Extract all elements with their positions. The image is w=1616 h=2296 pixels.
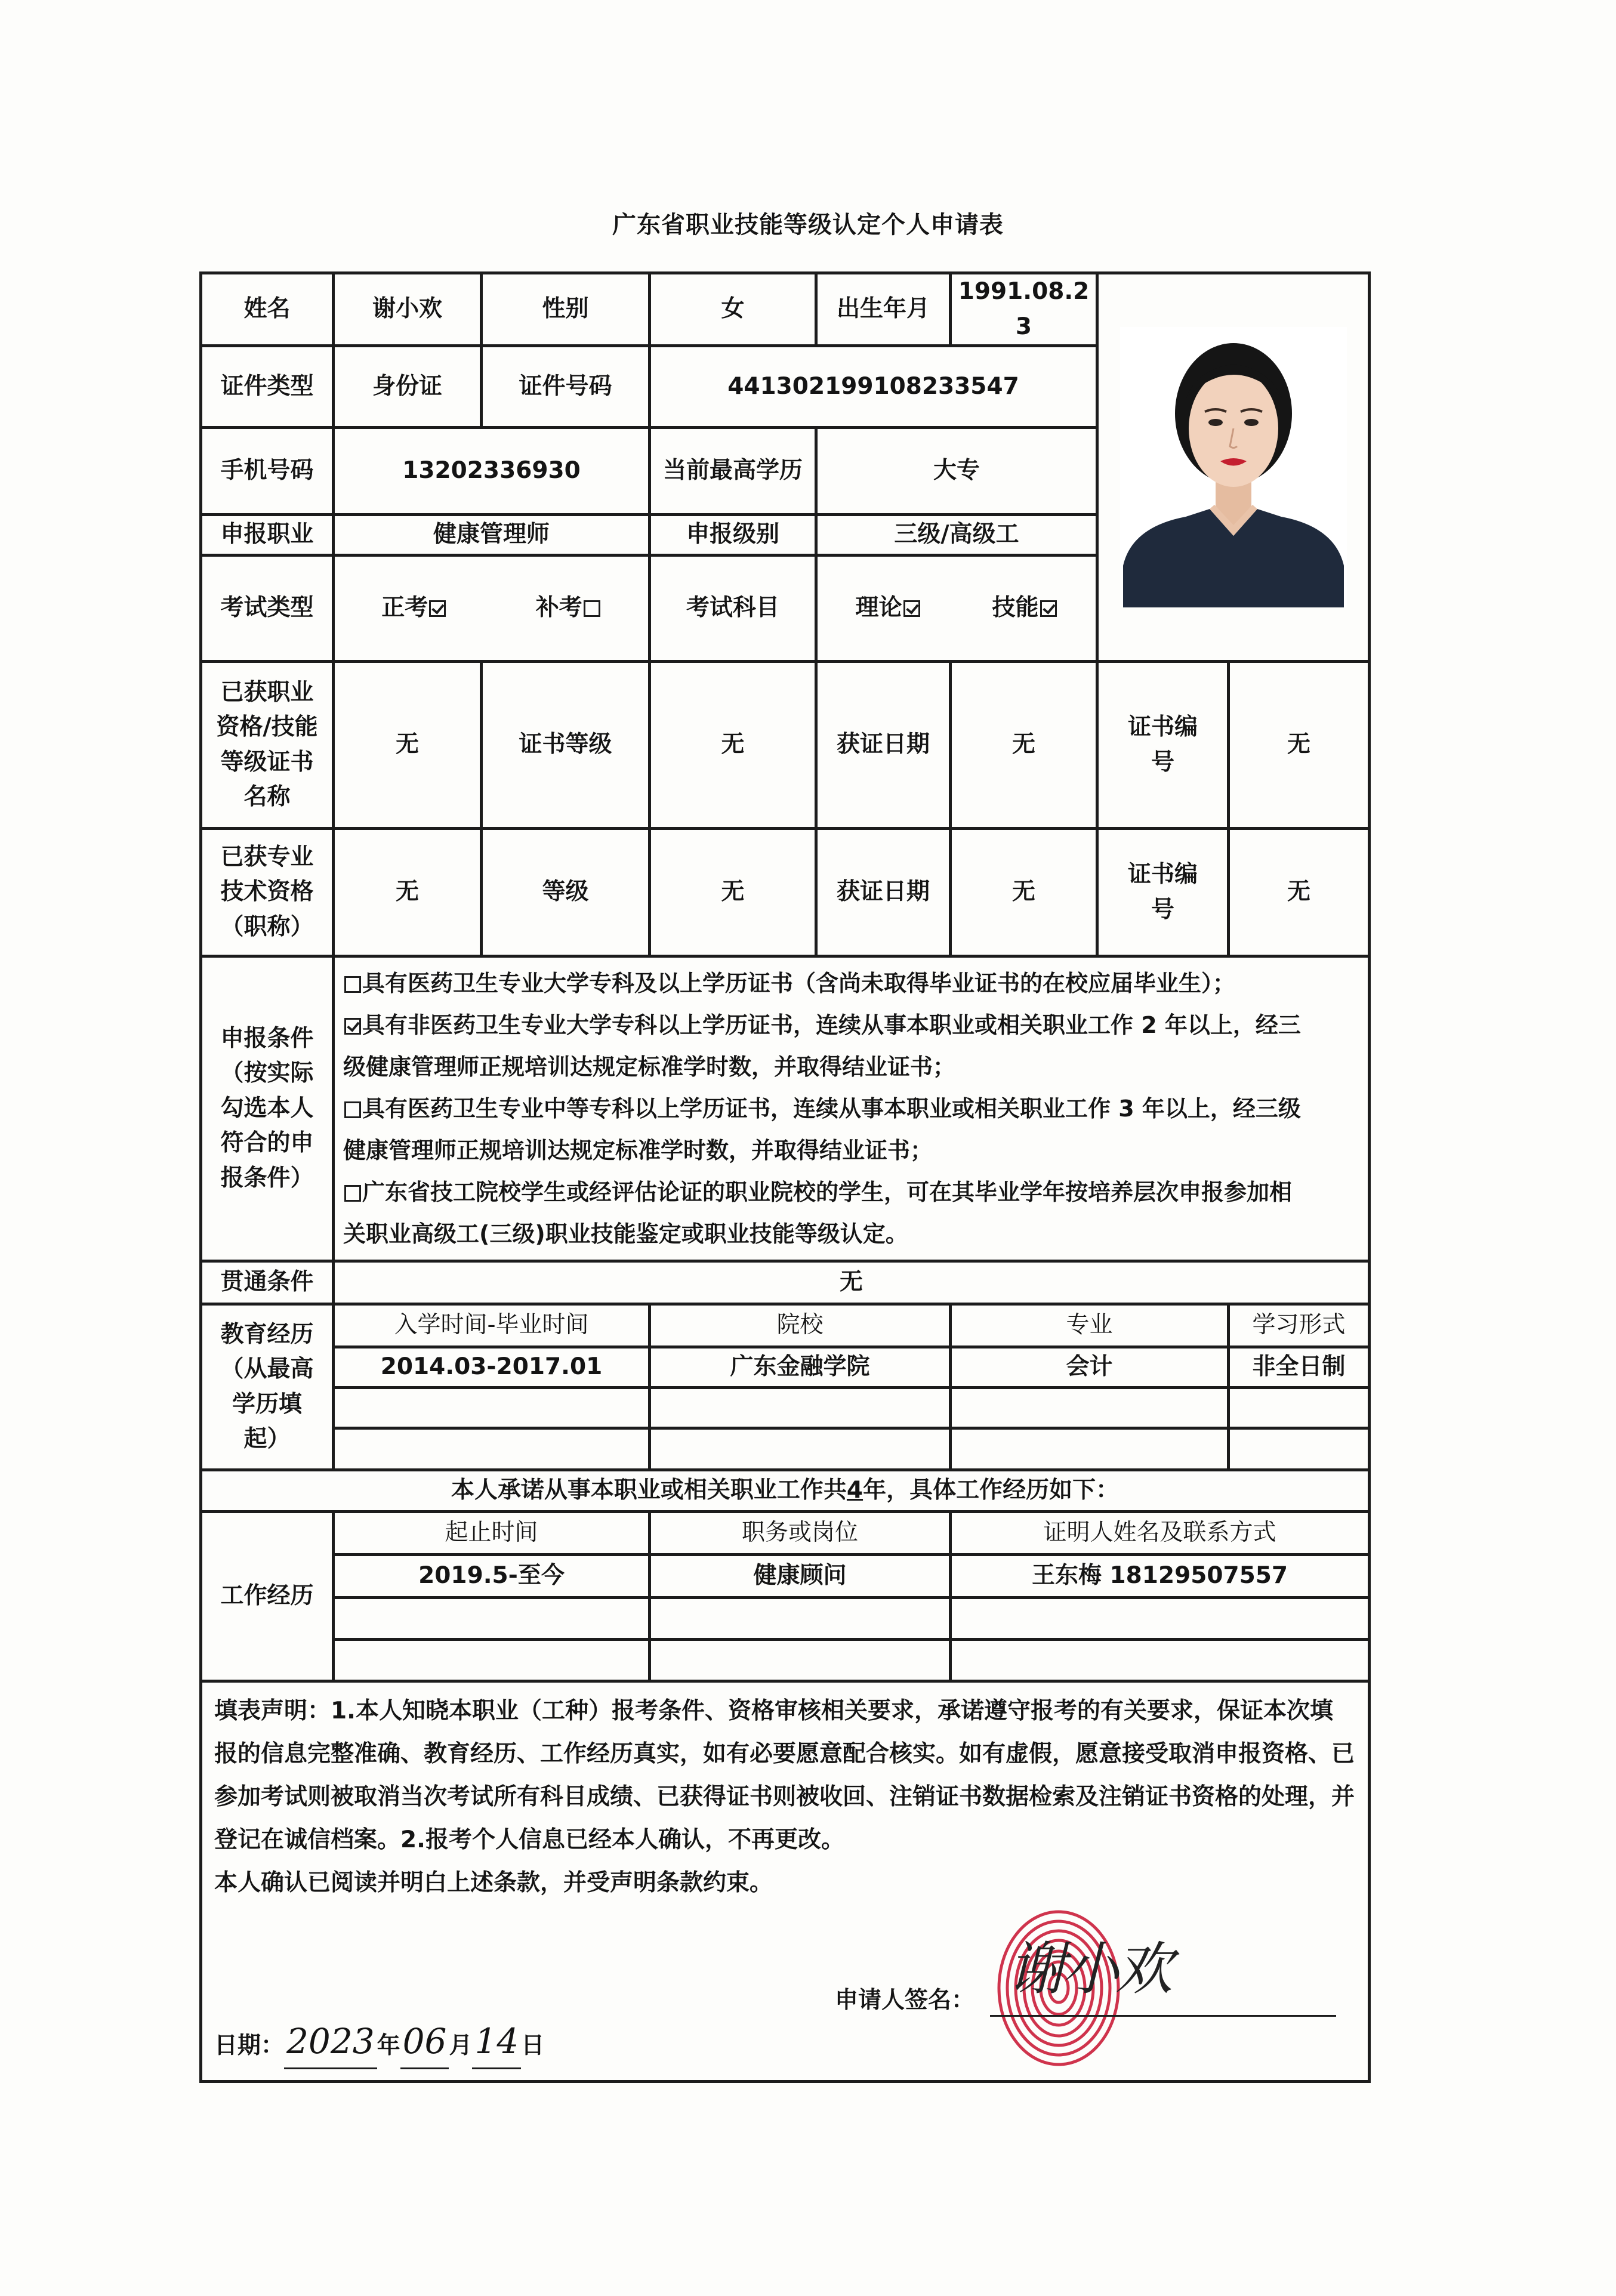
edu-row1-mode: 非全日制 [1229, 1347, 1370, 1388]
table-row [201, 1428, 1370, 1470]
work-row3-position [650, 1640, 951, 1681]
exam-regular-checkbox[interactable] [429, 600, 446, 617]
condition-3-text-line1: 具有医药卫生专业中等专科以上学历证书，连续从事本职业或相关职业工作 3 年以上，经三级 [362, 1095, 1301, 1122]
value-education: 大专 [816, 428, 1097, 515]
edu-row3-period [334, 1428, 650, 1470]
label-exam-subject: 考试科目 [650, 556, 816, 662]
value-gender: 女 [650, 273, 816, 346]
table-row [201, 1598, 1370, 1640]
date-field [214, 2016, 544, 2069]
value-occupation: 健康管理师 [334, 515, 650, 556]
value-birth: 1991.08.23 [951, 273, 1097, 346]
condition-item[interactable] [343, 1004, 1359, 1046]
conditions-list [334, 956, 1370, 1261]
condition-4-text-line1: 广东省技工院校学生或经评估论证的职业院校的学生，可在其毕业学年按培养层次申报参加相 [362, 1179, 1293, 1205]
label-cert-number: 证书编号 [1097, 662, 1229, 829]
value-level: 三级/高级工 [816, 515, 1097, 556]
edu-row2-mode [1229, 1388, 1370, 1428]
work-commitment-years: 4 [846, 1477, 863, 1504]
condition-2-checkbox[interactable] [344, 1018, 361, 1035]
work-row2-position [650, 1598, 951, 1640]
signature-label: 申请人签名： [835, 1986, 975, 2014]
work-row2-period [334, 1598, 650, 1640]
application-form-table [199, 271, 1371, 2083]
work-row3-reference [951, 1640, 1370, 1681]
value-tech-cert-name: 无 [334, 829, 482, 956]
edu-row2-period [334, 1388, 650, 1428]
value-vocational-cert-name: 无 [334, 662, 482, 829]
condition-2-text-line1: 具有非医药卫生专业大学专科以上学历证书，连续从事本职业或相关职业工作 2 年以上，经三 [362, 1012, 1301, 1038]
exam-makeup-checkbox[interactable] [584, 600, 600, 617]
applicant-signature[interactable]: 谢小欢 [1008, 1936, 1169, 2002]
condition-item[interactable] [343, 1171, 1359, 1213]
declaration-cell [201, 1681, 1370, 2082]
label-education: 当前最高学历 [650, 428, 816, 515]
value-name: 谢小欢 [334, 273, 482, 346]
value-id-type: 身份证 [334, 346, 482, 428]
table-row [201, 1640, 1370, 1681]
exam-theory-option[interactable] [855, 591, 921, 626]
condition-item[interactable] [343, 1088, 1359, 1130]
work-row3-period [334, 1640, 650, 1681]
exam-skill-option[interactable] [992, 591, 1057, 626]
exam-regular-option[interactable] [381, 591, 447, 626]
condition-1-checkbox[interactable] [344, 976, 361, 993]
value-id-number: 441302199108233547 [650, 346, 1097, 428]
label-name: 姓名 [201, 273, 334, 346]
edu-header-period: 入学时间-毕业时间 [334, 1304, 650, 1347]
date-year[interactable]: 2023 [284, 2016, 377, 2069]
date-day[interactable]: 14 [472, 2016, 521, 2069]
label-gender: 性别 [482, 273, 650, 346]
label-conditions: 申报条件（按实际勾选本人符合的申报条件） [201, 956, 334, 1261]
condition-3-text-line2: 健康管理师正规培训达规定标准学时数，并取得结业证书； [343, 1137, 933, 1164]
table-row [201, 1347, 1370, 1388]
exam-regular-label: 正考 [381, 594, 428, 622]
work-commitment-after: 年，具体工作经历如下： [863, 1477, 1120, 1504]
exam-makeup-option[interactable] [536, 591, 602, 626]
value-vocational-cert-date: 无 [951, 662, 1097, 829]
date-year-suffix: 年 [377, 2032, 400, 2059]
form-title: 广东省职业技能等级认定个人申请表 [612, 211, 1004, 239]
date-label: 日期： [214, 2032, 285, 2059]
condition-4-text-line2: 关职业高级工(三级)职业技能鉴定或职业技能等级认定。 [343, 1221, 908, 1247]
edu-row2-major [951, 1388, 1229, 1428]
exam-makeup-label: 补考 [535, 594, 582, 622]
date-month-suffix: 月 [449, 2032, 473, 2059]
work-row2-reference [951, 1598, 1370, 1640]
label-exam-type: 考试类型 [201, 556, 334, 662]
edu-row2-school [650, 1388, 951, 1428]
value-vocational-cert-number: 无 [1229, 662, 1370, 829]
label-pass-through: 贯通条件 [201, 1261, 334, 1304]
photo-cell [1097, 273, 1370, 662]
label-tech-cert-date: 获证日期 [816, 829, 951, 956]
label-vocational-cert: 已获职业资格/技能等级证书名称 [201, 662, 334, 829]
value-tech-cert-grade: 无 [650, 829, 816, 956]
label-tech-cert: 已获专业技术资格（职称） [201, 829, 334, 956]
label-cert-grade: 证书等级 [482, 662, 650, 829]
table-row [201, 1555, 1370, 1598]
label-birth: 出生年月 [816, 273, 951, 346]
label-work-history: 工作经历 [201, 1512, 334, 1681]
signature-area [214, 1905, 1356, 2072]
condition-1-text: 具有医药卫生专业大学专科及以上学历证书（含尚未取得毕业证书的在校应届毕业生）； [362, 970, 1236, 996]
declaration-confirm: 本人确认已阅读并明白上述条款，并受声明条款约束。 [214, 1869, 773, 1896]
work-header-reference: 证明人姓名及联系方式 [951, 1512, 1370, 1555]
signature-line [990, 2015, 1336, 2017]
date-day-suffix: 日 [521, 2032, 545, 2059]
exam-theory-checkbox[interactable] [903, 600, 920, 617]
value-tech-cert-number: 无 [1229, 829, 1370, 956]
applicant-photo [1120, 327, 1347, 607]
edu-row1-school: 广东金融学院 [650, 1347, 951, 1388]
edu-header-mode: 学习形式 [1229, 1304, 1370, 1347]
exam-subject-options [816, 556, 1097, 662]
label-phone: 手机号码 [201, 428, 334, 515]
label-tech-grade: 等级 [482, 829, 650, 956]
declaration-text: 填表声明：1.本人知晓本职业（工种）报考条件、资格审核相关要求，承诺遵守报考的有关要求，保证本次填报的信息完整准确、教育经历、工作经历真实，如有必要愿意配合核实。如有虚假，愿意接受取消申报资格、已参加考试则被取消当次考试所有科目成绩、已获得证书则被收回、注销证书数据检索及注销证书资格的处理，并登记在诚信档案。2.报考个人信息已经本人确认，不再更改。 [214, 1698, 1355, 1853]
exam-theory-label: 理论 [855, 594, 902, 622]
work-row1-period: 2019.5-至今 [334, 1555, 650, 1598]
exam-skill-checkbox[interactable] [1040, 600, 1057, 617]
condition-item[interactable] [343, 962, 1359, 1004]
edu-header-school: 院校 [650, 1304, 951, 1347]
exam-skill-label: 技能 [992, 594, 1039, 622]
edu-row3-mode [1229, 1428, 1370, 1470]
condition-3-checkbox[interactable] [344, 1101, 361, 1118]
label-id-type: 证件类型 [201, 346, 334, 428]
work-header-period: 起止时间 [334, 1512, 650, 1555]
work-header-position: 职务或岗位 [650, 1512, 951, 1555]
work-commitment [201, 1470, 1370, 1512]
work-row1-reference: 王东梅 18129507557 [951, 1555, 1370, 1598]
value-vocational-cert-grade: 无 [650, 662, 816, 829]
edu-row1-period: 2014.03-2017.01 [334, 1347, 650, 1388]
exam-type-options [334, 556, 650, 662]
edu-row1-major: 会计 [951, 1347, 1229, 1388]
label-occupation: 申报职业 [201, 515, 334, 556]
work-row1-position: 健康顾问 [650, 1555, 951, 1598]
value-tech-cert-date: 无 [951, 829, 1097, 956]
label-id-number: 证件号码 [482, 346, 650, 428]
edu-header-major: 专业 [951, 1304, 1229, 1347]
table-row [201, 1388, 1370, 1428]
edu-row3-major [951, 1428, 1229, 1470]
condition-2-text-line2: 级健康管理师正规培训达规定标准学时数，并取得结业证书； [343, 1054, 956, 1080]
date-month[interactable]: 06 [400, 2016, 449, 2069]
label-tech-cert-number: 证书编号 [1097, 829, 1229, 956]
label-level: 申报级别 [650, 515, 816, 556]
condition-4-checkbox[interactable] [344, 1185, 361, 1202]
label-education-history: 教育经历（从最高学历填起） [201, 1304, 334, 1470]
value-pass-through: 无 [334, 1261, 1370, 1304]
value-phone: 13202336930 [334, 428, 650, 515]
work-commitment-before: 本人承诺从事本职业或相关职业工作共 [451, 1477, 847, 1504]
label-cert-date: 获证日期 [816, 662, 951, 829]
edu-row3-school [650, 1428, 951, 1470]
